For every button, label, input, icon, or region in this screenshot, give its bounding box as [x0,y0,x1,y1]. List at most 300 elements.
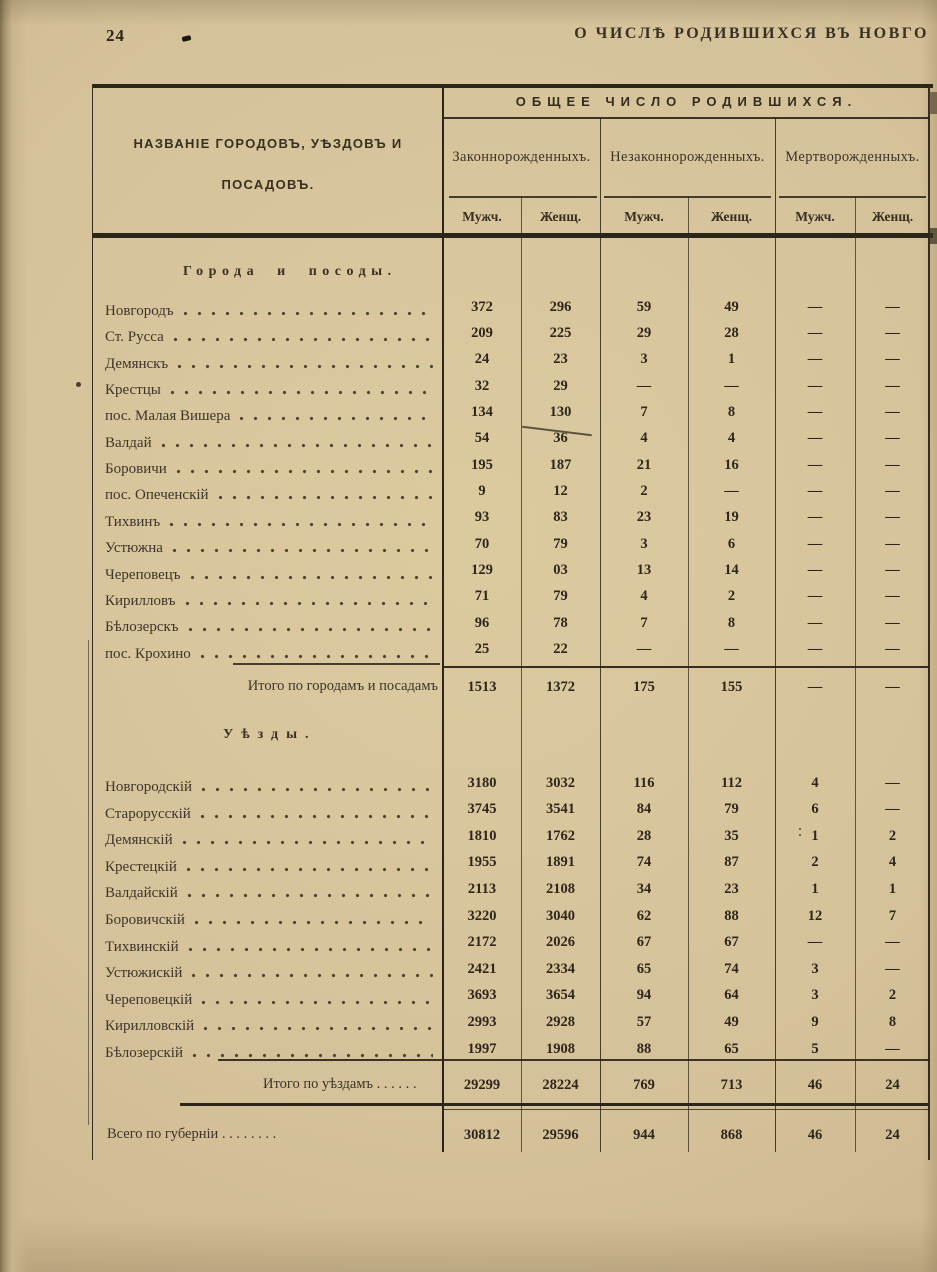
row-label: Итого по уѣздамъ . . . . . . [263,1076,417,1093]
value-cell [521,797,600,823]
cell-value: 116 [633,774,655,791]
value-cell [855,1009,930,1035]
cell-value: 12 [807,907,823,924]
cell-value: — [885,298,900,315]
value-cell [443,956,521,982]
value-cell [775,823,855,849]
row-name-cell [93,373,443,399]
cell-value: 94 [636,987,652,1004]
cell-value: 19 [724,509,739,526]
cell-value: — [885,456,900,473]
row-label: Череповецкій [105,991,193,1008]
cell-value: 1 [727,351,736,368]
value-cell [775,347,855,373]
value-cell [855,876,930,902]
cell-value: 29 [636,324,652,341]
value-cell [688,399,775,425]
cell-value: 29 [553,377,568,394]
cell-value: 21 [636,456,652,473]
dot-leader [192,1053,433,1058]
cell-value: 23 [724,880,739,897]
value-cell [775,1072,855,1098]
row-name-cell [93,674,443,700]
value-cell [443,797,521,823]
value-cell [688,584,775,610]
value-cell [688,558,775,584]
cell-value: 49 [724,1013,739,1030]
cell-value: 96 [474,614,490,631]
row-name-cell [93,531,443,557]
value-cell [443,478,521,504]
value-cell [443,294,521,320]
value-cell [855,903,930,929]
cell-value: 3745 [467,801,497,818]
cell-value: 2113 [467,880,497,897]
dot-leader [239,416,433,421]
value-cell [775,373,855,399]
dot-leader [161,443,433,448]
value-cell [775,452,855,478]
value-cell [443,505,521,531]
value-cell [600,903,688,929]
value-cell [443,674,521,700]
value-cell [521,1072,600,1098]
value-cell [855,956,930,982]
value-cell [688,903,775,929]
value-cell [855,426,930,452]
value-cell [775,426,855,452]
cell-value: 79 [553,535,568,552]
table-row [93,452,930,478]
value-cell [521,823,600,849]
value-cell [600,823,688,849]
row-label: Крестецкій [105,858,177,875]
value-cell [600,478,688,504]
value-cell [688,320,775,346]
row-label: Итого по городамъ и посадамъ [247,678,438,695]
row-name-cell [93,347,443,373]
total-row [93,674,930,700]
row-name-cell [93,1122,443,1148]
cell-value: — [724,377,739,394]
value-cell [600,426,688,452]
cell-value: 2993 [467,1013,497,1030]
value-cell [688,930,775,956]
cell-value: 4 [727,430,736,447]
dot-leader [201,787,433,792]
cell-value: — [885,430,900,447]
value-cell [855,558,930,584]
name-header-line1: НАЗВАНІЕ ГОРОДОВЪ, УѢЗДОВЪ И [133,136,403,151]
row-name-cell [93,770,443,796]
table-row [93,876,930,902]
value-cell [855,930,930,956]
cell-value: 134 [471,403,493,420]
cell-value: 03 [553,562,568,578]
table-row [93,930,930,956]
value-cell [521,294,600,320]
value-cell [443,823,521,849]
dot-leader [176,469,433,474]
cell-value: — [885,774,900,791]
cell-value: 74 [636,854,652,871]
value-cell [443,399,521,425]
value-cell [855,983,930,1009]
value-cell [521,558,600,584]
cell-value: 46 [807,1126,823,1143]
cell-value: — [885,678,900,695]
value-cell [688,347,775,373]
value-cell [688,505,775,531]
row-label: пос. Опеченскій [105,487,209,504]
value-cell [855,584,930,610]
name-header-line2: ПОСАДОВЪ. [221,177,315,192]
row-name-cell [93,983,443,1009]
row-label: Новгородъ [105,303,174,319]
value-cell [855,797,930,823]
row-label: Череповецъ [105,566,181,583]
cell-value: 7 [640,614,648,631]
cell-value: 868 [720,1126,743,1143]
value-cell [521,320,600,346]
value-cell [775,1122,855,1148]
dot-leader [172,548,433,553]
value-cell [521,1009,600,1035]
value-cell [443,373,521,399]
value-cell [521,610,600,636]
cell-value: — [807,678,823,695]
dot-leader [188,947,433,952]
cell-value: 1810 [467,827,497,844]
cell-value: 88 [636,1040,652,1057]
cell-value: — [885,801,900,818]
cell-value: 49 [724,298,739,315]
dot-leader [218,495,433,500]
cell-value: 129 [471,562,493,578]
value-cell [855,674,930,700]
cell-value: 225 [549,324,572,341]
cell-value: 78 [553,614,568,631]
row-label: Кирилловскій [105,1018,195,1035]
row-name-cell [93,930,443,956]
value-cell [688,797,775,823]
value-cell [775,505,855,531]
cell-value: — [885,960,900,977]
cell-value: 1 [811,880,819,897]
dot-leader [187,893,433,898]
row-label: пос. Малая Вишера [105,408,231,425]
cell-value: — [807,403,823,420]
cell-value: 3541 [546,801,575,818]
value-cell [855,770,930,796]
value-cell [443,850,521,876]
table-row [93,610,930,636]
row-name-cell [93,452,443,478]
row-name-cell [93,610,443,636]
cell-value: 24 [474,351,490,368]
table-rule [88,640,89,1125]
cell-value: — [636,377,652,394]
value-cell [688,610,775,636]
row-name-cell [93,850,443,876]
value-cell [521,983,600,1009]
value-cell [688,452,775,478]
value-cell [775,558,855,584]
cell-value: 130 [549,403,572,420]
value-cell [600,1009,688,1035]
value-cell [521,956,600,982]
value-cell [600,1072,688,1098]
cell-value: 1372 [546,678,575,695]
cell-value: 1891 [546,854,575,871]
value-cell [855,610,930,636]
cell-value: — [885,562,900,578]
row-label: пос. Крохино [105,645,191,662]
row-label: Демянскій [105,832,173,849]
dot-leader [182,840,433,845]
cell-value: 30812 [463,1126,501,1143]
cell-value: 195 [471,456,493,473]
cell-value: 28 [724,324,739,341]
value-cell [521,373,600,399]
cell-value: 3654 [546,987,575,1004]
value-cell [521,347,600,373]
cell-value: — [885,509,900,526]
value-cell [600,1122,688,1148]
value-cell [775,983,855,1009]
cell-value: 8 [888,1013,897,1030]
table-row [93,956,930,982]
cell-value: 4 [640,588,648,605]
cell-value: — [807,588,823,605]
table-row [93,637,930,663]
cell-value: 2421 [467,960,497,977]
cell-value: 65 [724,1040,739,1057]
value-cell [521,505,600,531]
cell-value: 3032 [546,774,575,791]
cell-value: 46 [807,1076,823,1093]
table-row [93,850,930,876]
row-label: Тихвинскій [105,938,179,955]
cell-value: 6 [727,535,736,552]
value-cell [443,584,521,610]
value-cell [600,373,688,399]
row-name-cell [93,478,443,504]
row-name-cell [93,505,443,531]
value-cell [521,1122,600,1148]
value-cell [855,637,930,663]
cell-value: 2026 [546,934,575,951]
cell-value: — [885,934,900,951]
value-cell [443,876,521,902]
table-row [93,983,930,1009]
value-cell [521,452,600,478]
value-cell [855,320,930,346]
cell-value: 4 [811,774,819,791]
cell-value: — [885,641,900,658]
row-label: Боровичскій [105,912,185,928]
sex-header-male-3: Мужч. [795,208,835,224]
cell-value: 83 [553,509,568,526]
cell-value: — [885,614,900,631]
span-header-total-births: ОБЩЕЕ ЧИСЛО РОДИВШИХСЯ. [515,94,858,109]
cell-value: — [807,614,823,631]
row-label: Демянскъ [105,355,169,372]
table-row [93,399,930,425]
value-cell [443,610,521,636]
value-cell [600,558,688,584]
ink-smudge [929,92,937,114]
value-cell [775,850,855,876]
row-name-cell [93,903,443,929]
cell-value: — [807,377,823,394]
value-cell [688,956,775,982]
sex-header-female-1: Женщ. [539,208,582,224]
page-number: 24 [106,26,125,45]
value-cell [775,610,855,636]
cell-value: 79 [553,588,568,605]
value-cell [443,903,521,929]
table-row [93,1009,930,1035]
total-row [93,1122,930,1148]
cell-value: 1 [888,880,897,897]
row-label: Кирилловъ [105,592,176,609]
value-cell [688,823,775,849]
dot-leader [191,973,433,978]
value-cell [600,876,688,902]
row-label: Бѣлозерскъ [105,619,179,636]
cell-value: — [807,641,823,658]
cell-value: 3180 [467,774,497,791]
value-cell [688,426,775,452]
cell-value: 74 [724,960,739,977]
cell-value: 9 [811,1013,819,1030]
value-cell [600,584,688,610]
cell-value: 34 [636,880,652,897]
row-name-cell [93,584,443,610]
cell-value: 84 [636,801,652,818]
row-label: Новгородскій [105,779,193,795]
cell-value: 87 [724,854,739,871]
value-cell [688,876,775,902]
cell-value: 14 [724,562,739,578]
row-name-cell [93,558,443,584]
value-cell [775,294,855,320]
value-cell [775,876,855,902]
value-cell [688,637,775,663]
value-cell [600,399,688,425]
cell-value: — [885,482,900,499]
value-cell [521,584,600,610]
cell-value: 3693 [467,987,497,1004]
value-cell [443,426,521,452]
value-cell [600,347,688,373]
table-row [93,347,930,373]
value-cell [600,1036,688,1062]
cell-value: 9 [478,482,486,499]
cell-value: 79 [724,801,739,818]
value-cell [775,930,855,956]
cell-value: 1997 [467,1040,497,1057]
value-cell [443,452,521,478]
value-cell [521,1036,600,1062]
value-cell [775,1036,855,1062]
sex-header-male-1: Мужч. [462,208,502,224]
cell-value: 28224 [542,1076,579,1093]
cell-value: 1513 [467,678,497,695]
table-row [93,294,930,320]
value-cell [443,983,521,1009]
value-cell [600,850,688,876]
dot-leader [188,627,433,632]
table-row [93,320,930,346]
value-cell [521,399,600,425]
cell-value: 3 [811,987,819,1004]
value-cell [600,770,688,796]
cell-value: 7 [640,403,648,420]
ink-speck [799,828,801,830]
table-row [93,478,930,504]
cell-value: 32 [474,377,490,394]
dot-leader [170,390,433,395]
cell-value: 29299 [463,1076,501,1093]
dot-leader [169,522,433,527]
value-cell [775,797,855,823]
section-title: Уѣзды. [223,727,317,742]
dot-leader [203,1026,433,1031]
row-name-cell [93,956,443,982]
cell-value: — [807,509,823,526]
value-cell [855,505,930,531]
row-label: Всего по губерніи . . . . . . . . [107,1126,277,1143]
value-cell [600,674,688,700]
value-cell [443,1072,521,1098]
table-row [93,903,930,929]
row-name-cell [93,797,443,823]
cell-value: 3 [640,535,648,552]
cell-value: 944 [633,1126,655,1143]
cell-value: 29596 [542,1126,579,1143]
value-cell [600,797,688,823]
cell-value: 372 [471,298,493,315]
table-row [93,770,930,796]
row-name-cell [93,426,443,452]
sex-header-female-2: Женщ. [710,208,753,224]
cell-value: 1762 [546,827,575,844]
cell-value: 2 [727,588,736,605]
cell-value: — [807,324,823,341]
table-row [93,584,930,610]
cell-value: 2 [888,987,897,1004]
cell-value: 23 [636,509,652,526]
value-cell [600,320,688,346]
value-cell [443,637,521,663]
cell-value: — [885,351,900,368]
value-cell [443,347,521,373]
cell-value: 59 [636,298,652,315]
value-cell [688,294,775,320]
dot-leader [201,1000,433,1005]
dot-leader [186,867,433,872]
cell-value: 28 [636,827,652,844]
value-cell [775,478,855,504]
value-cell [600,452,688,478]
sex-header-male-2: Мужч. [624,208,664,224]
value-cell [855,1036,930,1062]
cell-value: 112 [721,774,742,791]
cell-value: 67 [636,934,652,951]
cell-value: — [885,324,900,341]
